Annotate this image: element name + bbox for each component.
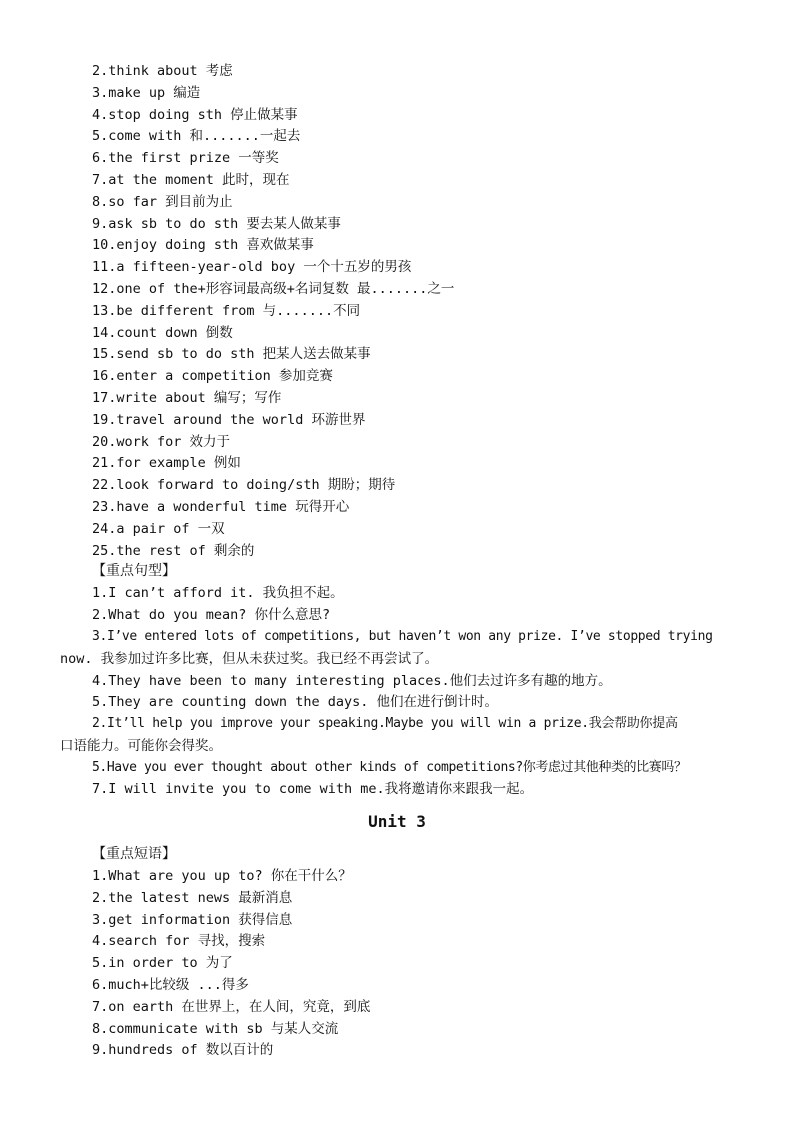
phrase-item: 23.have a wonderful time 玩得开心 [92, 499, 350, 515]
phrase-item: 8.communicate with sb 与某人交流 [92, 1020, 339, 1037]
phrase-item: 7.at the moment 此时，现在 [92, 172, 290, 188]
phrases-heading: 【重点短语】 [92, 846, 176, 862]
phrase-item: 9.hundreds of 数以百计的 [92, 1042, 274, 1059]
sentence-1: 1.I can’t afford it. 我负担不起。 [92, 585, 344, 601]
phrase-item: 8.so far 到目前为止 [92, 193, 233, 210]
phrase-item: 4.search for 寻找，搜索 [92, 933, 266, 950]
phrase-item: 9.ask sb to do sth 要去某人做某事 [92, 215, 341, 232]
sentence-5: 5.They are counting down the days. 他们在进行倒计时。 [92, 694, 498, 710]
phrase-item: 22.look forward to doing/sth 期盼；期待 [92, 477, 396, 494]
sentences-heading: 【重点句型】 [92, 563, 176, 579]
phrase-item: 20.work for 效力于 [92, 433, 231, 450]
phrase-item: 24.a pair of 一双 [92, 520, 225, 537]
sentence-7: 5.Have you ever thought about other kinds of competitions?你考虑过其他种类的比赛吗？ [92, 760, 687, 775]
phrase-item: 6.the first prize 一等奖 [92, 150, 279, 167]
sentence-6-line-1: 2.It’ll help you improve your speaking.Maybe you will win a prize.我会帮助你提高 [92, 716, 678, 731]
phrase-item: 16.enter a competition 参加竞赛 [92, 368, 333, 385]
sentence-2: 2.What do you mean? 你什么意思? [92, 607, 331, 623]
phrase-item: 4.stop doing sth 停止做某事 [92, 106, 298, 123]
phrase-item: 6.much+比较级 ...得多 [92, 977, 249, 993]
sentence-4: 4.They have been to many interesting places.他们去过许多有趣的地方。 [92, 673, 612, 689]
phrase-item: 21.for example 例如 [92, 455, 241, 472]
phrase-item: 2.think about 考虑 [92, 63, 233, 79]
sentence-3-line-2: now. 我参加过许多比赛，但从未获过奖。我已经不再尝试了。 [60, 651, 439, 667]
phrase-item: 10.enjoy doing sth 喜欢做某事 [92, 237, 314, 254]
phrase-item: 13.be different from 与.......不同 [92, 302, 361, 319]
phrase-item: 17.write about 编写；写作 [92, 390, 282, 406]
sentence-6-line-2: 口语能力。可能你会得奖。 [60, 738, 222, 754]
phrase-item: 3.get information 获得信息 [92, 911, 293, 928]
sentence-3-line-1: 3.I’ve entered lots of competitions, but haven’t won any prize. I’ve stopped trying [92, 629, 713, 644]
phrase-item: 2.the latest news 最新消息 [92, 889, 293, 906]
phrase-item: 25.the rest of 剩余的 [92, 542, 255, 559]
phrase-item: 12.one of the+形容词最高级+名词复数 最.......之一 [92, 281, 455, 297]
phrase-item: 5.come with 和.......一起去 [92, 128, 301, 145]
phrase-item: 1.What are you up to? 你在干什么？ [92, 868, 352, 884]
sentence-8: 7.I will invite you to come with me.我将邀请你来跟我一起。 [92, 781, 534, 797]
phrase-item: 11.a fifteen-year-old boy 一个十五岁的男孩 [92, 259, 412, 276]
phrase-item: 14.count down 倒数 [92, 324, 233, 341]
phrase-item: 15.send sb to do sth 把某人送去做某事 [92, 346, 371, 363]
phrase-item: 5.in order to 为了 [92, 955, 233, 972]
phrase-item: 19.travel around the world 环游世界 [92, 411, 366, 428]
unit-title: Unit 3 [368, 812, 426, 831]
phrase-item: 3.make up 编造 [92, 84, 201, 101]
phrase-item: 7.on earth 在世界上，在人间，究竟，到底 [92, 998, 371, 1015]
